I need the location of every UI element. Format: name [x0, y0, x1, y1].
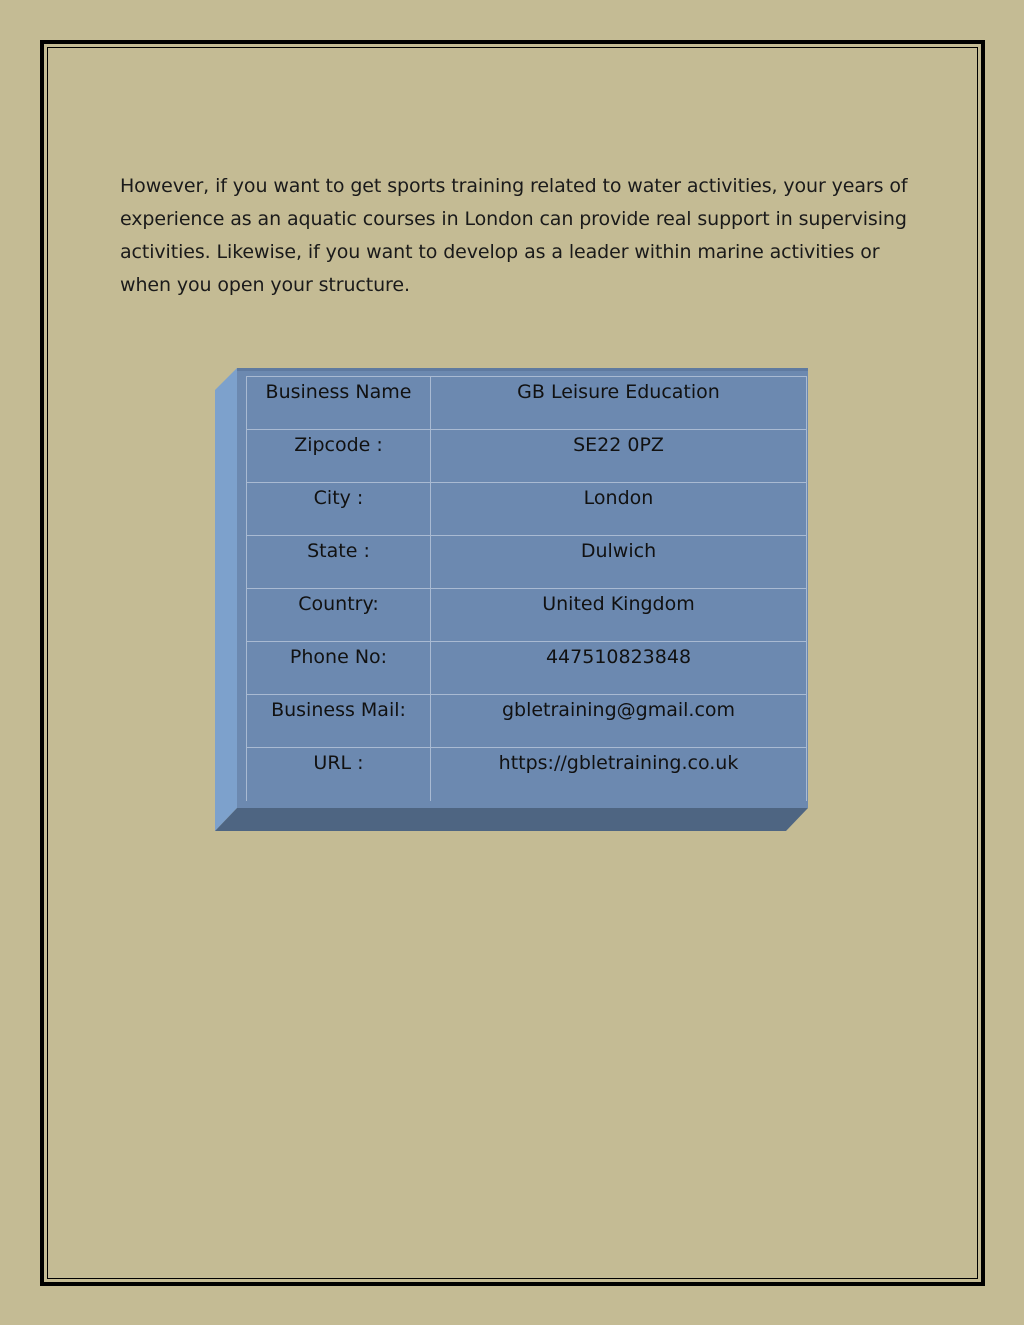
row-value-country: United Kingdom [431, 589, 807, 642]
intro-paragraph: However, if you want to get sports training related to water activities, your years of experience as an aquatic courses in London can provide real support in supervising activities. Likewise, if you want to develop as a leader within marine activities or when you open your structure. [120, 175, 908, 296]
row-value-city: London [431, 483, 807, 536]
table-row [247, 748, 807, 801]
table-top-edge [237, 368, 808, 371]
row-label-url: URL : [247, 748, 431, 801]
row-value-zipcode: SE22 0PZ [431, 430, 807, 483]
row-value-phone: 447510823848 [431, 642, 807, 695]
row-label-phone: Phone No: [247, 642, 431, 695]
row-value-state: Dulwich [431, 536, 807, 589]
row-label-country: Country: [247, 589, 431, 642]
table-row [247, 642, 807, 695]
row-value-business-name: GB Leisure Education [431, 377, 807, 430]
table-row [247, 377, 807, 430]
table-row [247, 430, 807, 483]
table-row [247, 536, 807, 589]
row-value-business-mail: gbletraining@gmail.com [431, 695, 807, 748]
business-info-table [246, 376, 807, 801]
row-label-business-mail: Business Mail: [247, 695, 431, 748]
row-value-url: https://gbletraining.co.uk [431, 748, 807, 801]
table-row [247, 589, 807, 642]
table-row [247, 483, 807, 536]
row-label-state: State : [247, 536, 431, 589]
business-info-table-frame [215, 368, 808, 833]
table-row [247, 695, 807, 748]
row-label-city: City : [247, 483, 431, 536]
table-bottom-bevel [215, 808, 808, 831]
table-left-bevel [215, 368, 237, 831]
row-label-business-name: Business Name [247, 377, 431, 430]
row-label-zipcode: Zipcode : [247, 430, 431, 483]
